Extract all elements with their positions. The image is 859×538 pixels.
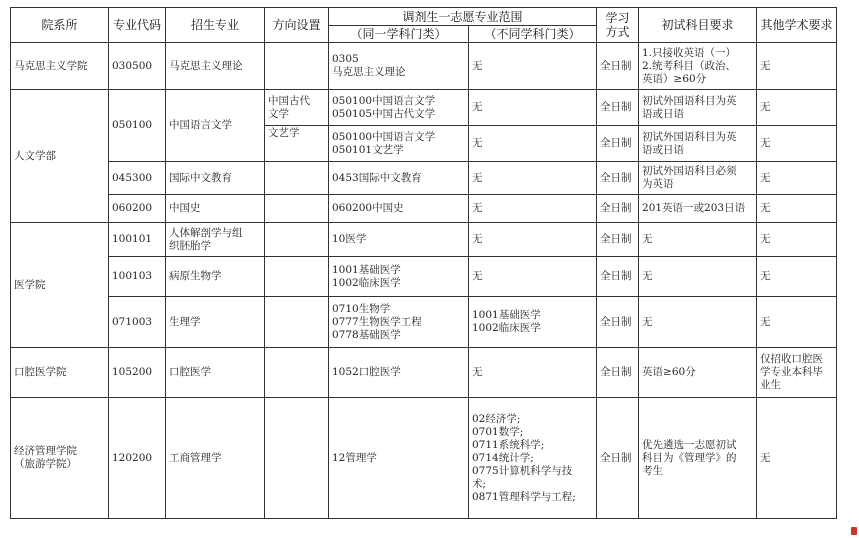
- diff-category-cell: 无: [469, 348, 597, 398]
- exam-line: 初试外国语科目必须: [642, 165, 737, 177]
- exam-requirement-cell: 无: [639, 297, 757, 348]
- department-cell: 马克思主义学院: [11, 43, 109, 90]
- code-cell: 060200: [109, 195, 166, 223]
- major-line: 织胚胎学: [169, 239, 211, 252]
- department-cell: [11, 398, 109, 519]
- header-same-category: （同一学科门类）: [329, 26, 469, 43]
- direction-cell: 文艺学: [265, 126, 329, 162]
- other-requirement-cell: 无: [757, 162, 837, 195]
- exam-line: 初试外国语科目为英: [642, 130, 737, 143]
- other-requirement-cell: 无: [757, 43, 837, 90]
- same-category-cell: [329, 257, 469, 297]
- table-row: [11, 257, 837, 297]
- major-cell: 工商管理学: [166, 398, 265, 519]
- diff-category-line: 0714统计学;: [472, 451, 534, 464]
- study-mode-cell: 全日制: [597, 223, 639, 257]
- same-category-cell: [329, 90, 469, 126]
- same-category-cell: [329, 43, 469, 90]
- other-requirement-cell: 无: [757, 257, 837, 297]
- department-cell: 人文学部: [11, 90, 109, 223]
- major-cell: [166, 223, 265, 257]
- header-diff-category: （不同学科门类）: [469, 26, 597, 43]
- same-category-line: 1001基础医学: [332, 263, 401, 276]
- header-adjust-scope: 调剂生一志愿专业范围: [329, 8, 597, 26]
- exam-line: 2.统考科目（政治、: [642, 59, 737, 72]
- direction-line: 文学: [268, 107, 289, 120]
- direction-cell: [265, 90, 329, 126]
- other-requirement-cell: 无: [757, 90, 837, 126]
- exam-line: 为英语: [642, 178, 674, 190]
- diff-category-line: 0871管理科学与工程;: [472, 490, 576, 503]
- exam-line: 1.只接收英语（一）: [642, 46, 737, 59]
- other-requirement-cell: 无: [757, 398, 837, 519]
- diff-category-cell: [469, 398, 597, 519]
- diff-category-cell: 无: [469, 162, 597, 195]
- code-cell: 071003: [109, 297, 166, 348]
- exam-line: 英语）≥60分: [642, 72, 707, 85]
- code-cell: 100103: [109, 257, 166, 297]
- study-mode-cell: 全日制: [597, 257, 639, 297]
- exam-requirement-cell: 无: [639, 257, 757, 297]
- same-category-cell: [329, 126, 469, 162]
- diff-category-line: 1002临床医学: [472, 322, 541, 334]
- direction-cell: [265, 257, 329, 297]
- study-mode-cell: 全日制: [597, 162, 639, 195]
- header-major: 招生专业: [166, 8, 265, 43]
- diff-category-cell: 无: [469, 195, 597, 223]
- exam-requirement-cell: [639, 43, 757, 90]
- table-row: [11, 43, 837, 90]
- diff-category-line: 1001基础医学: [472, 309, 541, 321]
- same-category-line: 050100中国语言文学: [332, 94, 436, 107]
- code-cell: 105200: [109, 348, 166, 398]
- same-category-line: 0778基础医学: [332, 328, 401, 341]
- code-cell: 030500: [109, 43, 166, 90]
- code-cell: 120200: [109, 398, 166, 519]
- header-code: 专业代码: [109, 8, 166, 43]
- header-exam-requirement: 初试科目要求: [639, 8, 757, 43]
- code-cell: 045300: [109, 162, 166, 195]
- table-row: [11, 162, 837, 195]
- study-mode-cell: 全日制: [597, 195, 639, 223]
- diff-category-line: 0711系统科学;: [472, 438, 545, 451]
- direction-cell: [265, 297, 329, 348]
- header-other-requirement: 其他学术要求: [757, 8, 837, 43]
- major-cell: 中国语言文学: [166, 90, 265, 162]
- other-requirement-cell: 无: [757, 195, 837, 223]
- same-category-line: 050105中国古代文学: [332, 107, 436, 120]
- major-cell: 病原生物学: [166, 257, 265, 297]
- table-row: [11, 195, 837, 223]
- exam-line: 初试外国语科目为英: [642, 94, 737, 107]
- department-line: 经济管理学院: [14, 445, 77, 457]
- header-department: 院系所: [11, 8, 109, 43]
- major-cell: 马克思主义理论: [166, 43, 265, 90]
- direction-cell: [265, 223, 329, 257]
- direction-cell: [265, 43, 329, 90]
- study-mode-cell: 全日制: [597, 348, 639, 398]
- table-row: [11, 398, 837, 519]
- exam-requirement-cell: [639, 162, 757, 195]
- header-study-mode-line1: 学习: [605, 11, 630, 25]
- header-study-mode-line2: 方式: [605, 25, 630, 39]
- other-line: 学专业本科毕: [760, 366, 824, 378]
- major-cell: 国际中文教育: [166, 162, 265, 195]
- table-row: [11, 90, 837, 126]
- same-category-cell: 060200中国史: [329, 195, 469, 223]
- department-cell: 医学院: [11, 223, 109, 348]
- study-mode-cell: 全日制: [597, 126, 639, 162]
- diff-category-cell: 无: [469, 223, 597, 257]
- diff-category-line: 02经济学;: [472, 412, 521, 425]
- table-row: [11, 348, 837, 398]
- table-row: [11, 297, 837, 348]
- same-category-cell: 1052口腔医学: [329, 348, 469, 398]
- diff-category-line: 0701数学;: [472, 425, 524, 438]
- other-requirement-cell: 无: [757, 126, 837, 162]
- code-cell: 050100: [109, 90, 166, 162]
- diff-category-cell: 无: [469, 43, 597, 90]
- exam-requirement-cell: 201英语一或203日语: [639, 195, 757, 223]
- adjustment-table: [10, 7, 837, 519]
- diff-category-cell: 无: [469, 90, 597, 126]
- direction-cell: [265, 162, 329, 195]
- exam-line: 考生: [642, 464, 664, 477]
- other-requirement-cell: [757, 348, 837, 398]
- same-category-cell: 12管理学: [329, 398, 469, 519]
- exam-requirement-cell: 无: [639, 223, 757, 257]
- direction-cell: [265, 348, 329, 398]
- table-row: [11, 223, 837, 257]
- exam-line: 语或日语: [642, 107, 685, 120]
- code-cell: 100101: [109, 223, 166, 257]
- same-category-cell: 10医学: [329, 223, 469, 257]
- study-mode-cell: 全日制: [597, 43, 639, 90]
- diff-category-cell: [469, 297, 597, 348]
- major-cell: 生理学: [166, 297, 265, 348]
- diff-category-line: 术;: [472, 477, 487, 490]
- diff-category-cell: 无: [469, 257, 597, 297]
- major-cell: 口腔医学: [166, 348, 265, 398]
- exam-line: 优先遴选一志愿初试: [642, 438, 737, 451]
- header-study-mode: [597, 8, 639, 43]
- department-line: （旅游学院）: [14, 458, 77, 470]
- exam-requirement-cell: [639, 126, 757, 162]
- same-category-line: 050101文艺学: [332, 143, 404, 156]
- diff-category-cell: 无: [469, 126, 597, 162]
- exam-requirement-cell: 英语≥60分: [639, 348, 757, 398]
- major-cell: 中国史: [166, 195, 265, 223]
- diff-category-line: 0775计算机科学与技: [472, 464, 573, 477]
- other-line: 仅招收口腔医: [760, 353, 824, 365]
- same-category-line: 0710生物学: [332, 302, 391, 315]
- same-category-line: 1002临床医学: [332, 276, 401, 289]
- exam-line: 语或日语: [642, 143, 685, 156]
- same-category-line: 0777生物医学工程: [332, 315, 422, 328]
- department-cell: 口腔医学院: [11, 348, 109, 398]
- header-direction: 方向设置: [265, 8, 329, 43]
- direction-line: 中国古代: [268, 94, 310, 107]
- other-requirement-cell: 无: [757, 223, 837, 257]
- major-line: 人体解剖学与组: [169, 226, 243, 239]
- study-mode-cell: 全日制: [597, 297, 639, 348]
- direction-cell: [265, 398, 329, 519]
- study-mode-cell: 全日制: [597, 90, 639, 126]
- exam-line: 科目为《管理学》的: [642, 451, 737, 464]
- corner-mark-icon: [851, 527, 857, 535]
- same-category-line: 0305: [332, 53, 359, 65]
- same-category-line: 马克思主义理论: [332, 66, 406, 78]
- other-requirement-cell: 无: [757, 297, 837, 348]
- same-category-cell: 0453国际中文教育: [329, 162, 469, 195]
- same-category-cell: [329, 297, 469, 348]
- study-mode-cell: 全日制: [597, 398, 639, 519]
- exam-requirement-cell: [639, 90, 757, 126]
- same-category-line: 050100中国语言文学: [332, 130, 436, 143]
- exam-requirement-cell: [639, 398, 757, 519]
- other-line: 业生: [760, 379, 782, 391]
- direction-cell: [265, 195, 329, 223]
